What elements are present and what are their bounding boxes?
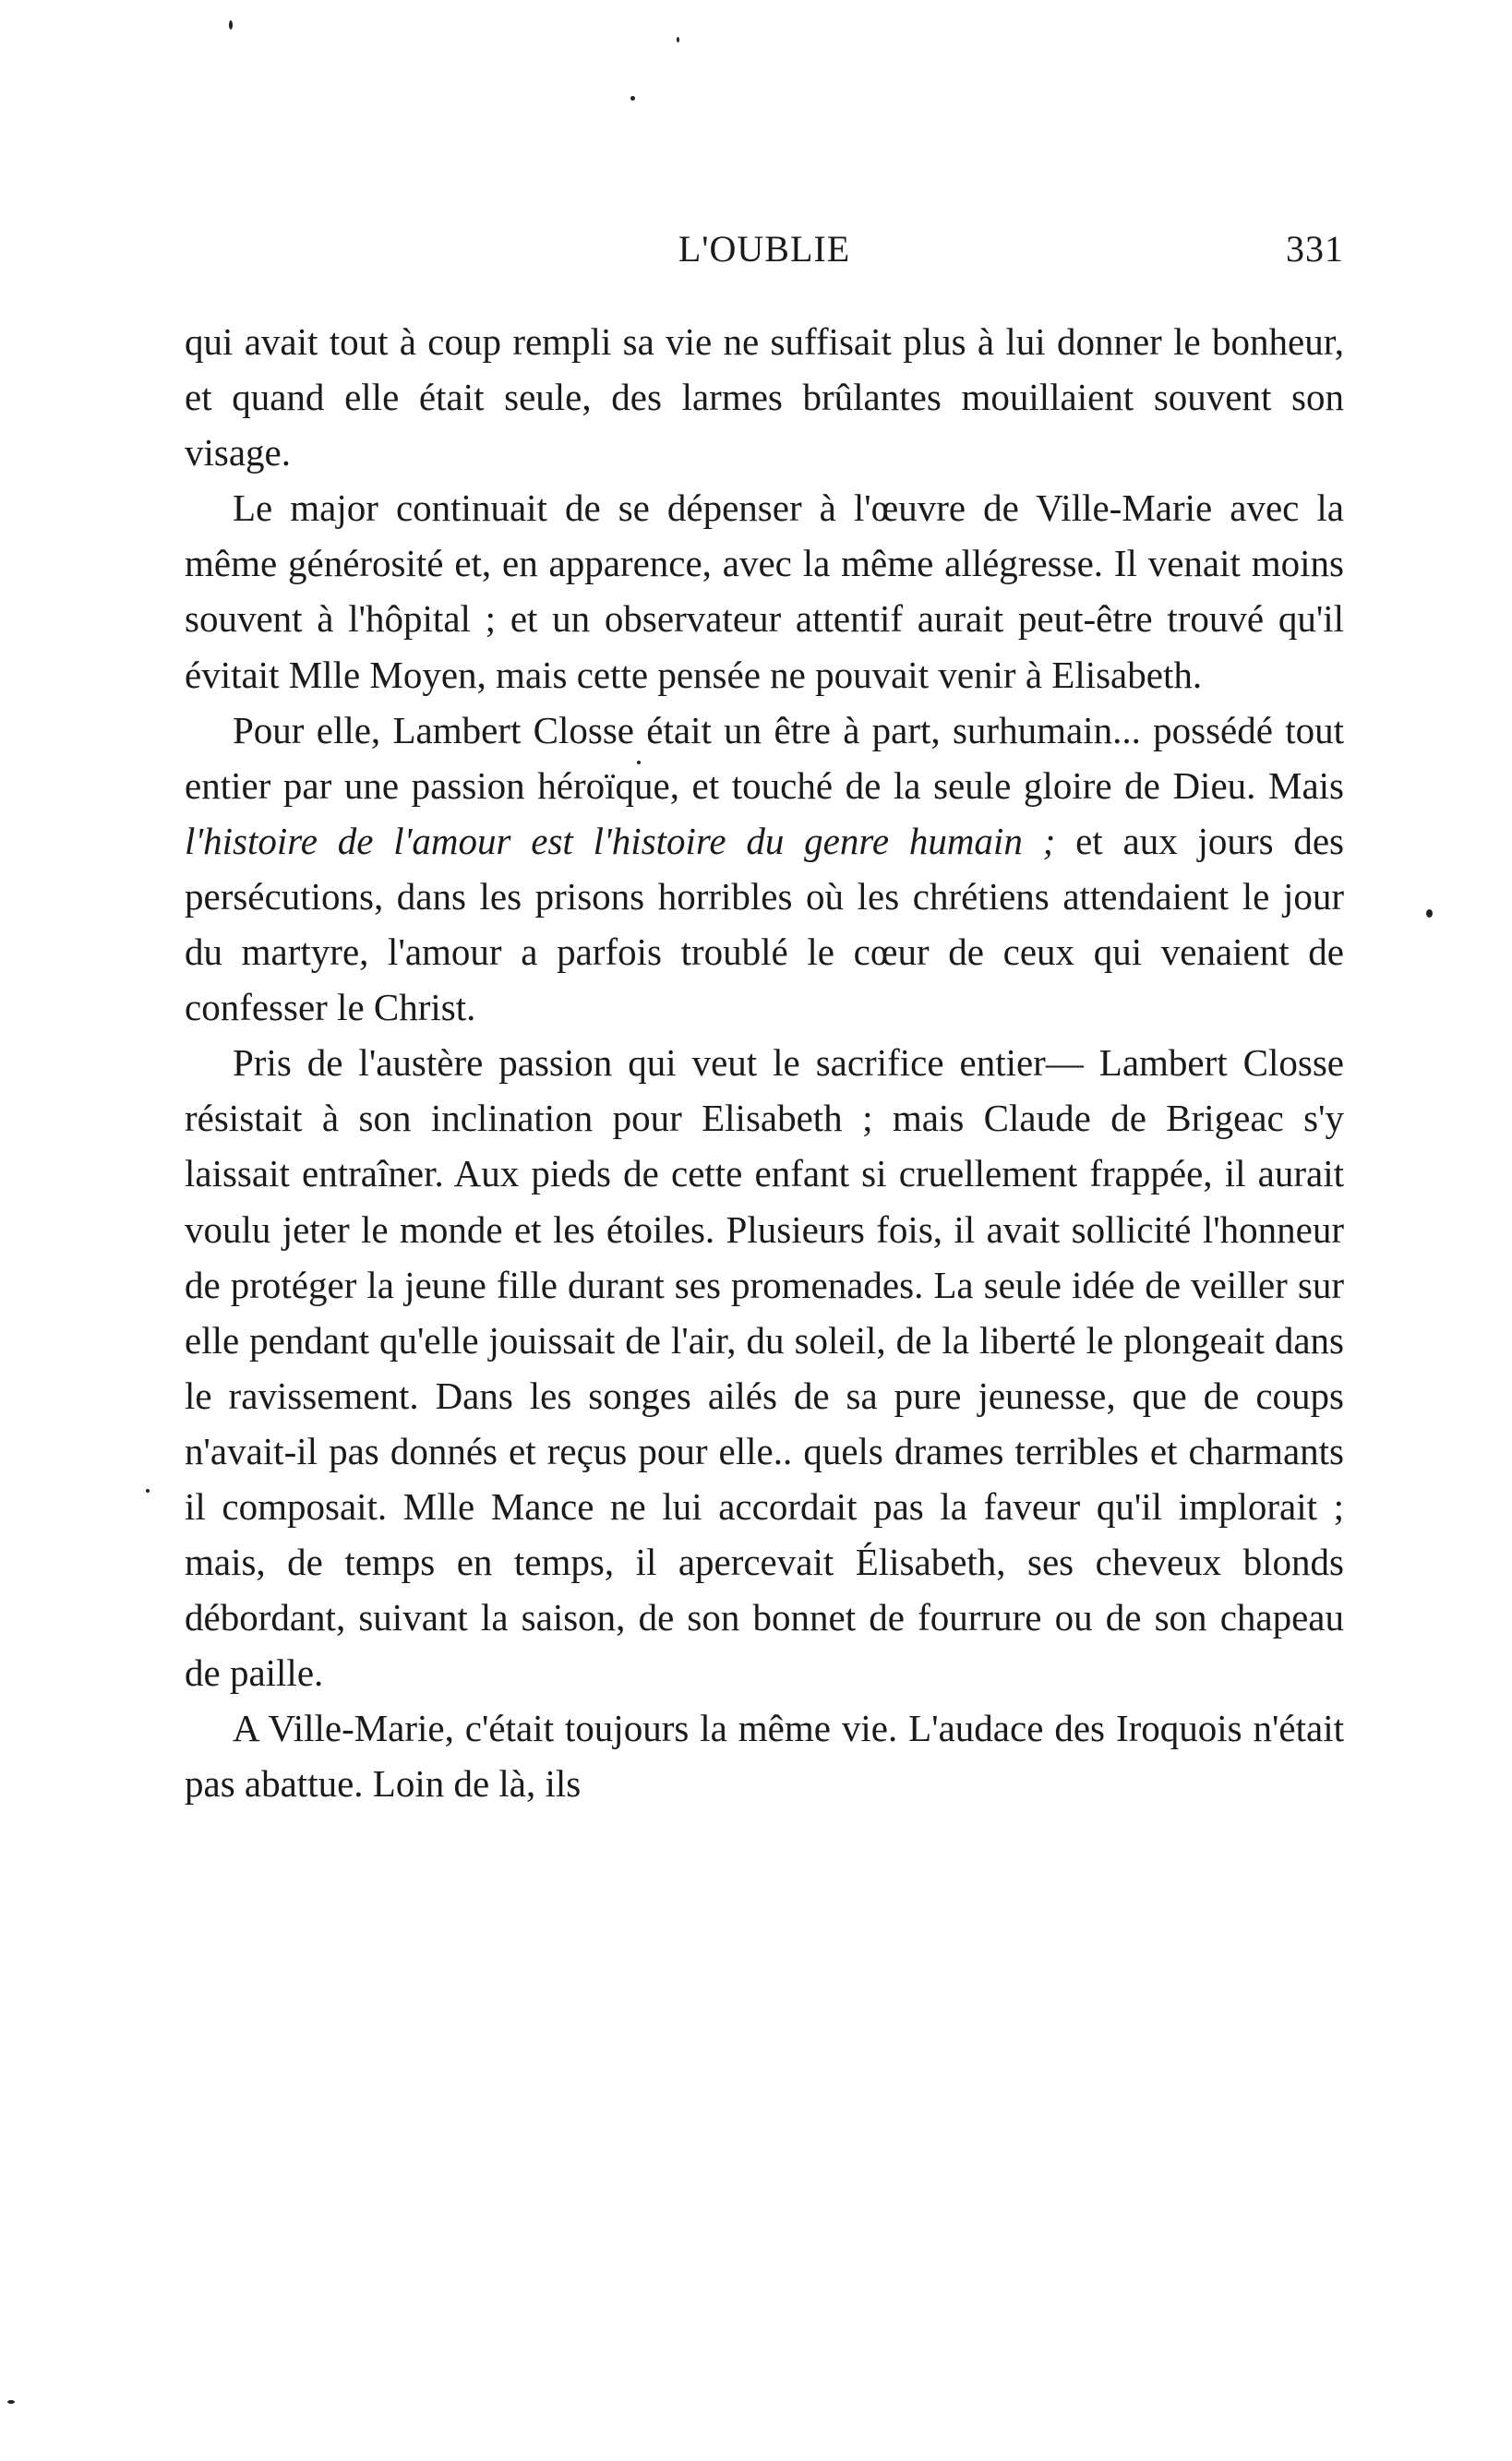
scan-speck [677,37,679,42]
page-number: 331 [1286,228,1344,270]
italic-quotation: l'histoire de l'amour est l'histoire du genre humain ; [185,819,1056,862]
body-text [185,314,1344,1812]
paragraph: Le major continuait de se dépenser à l'œuvre de Ville-Marie avec la même générosité et, en apparence, avec la même allégresse. Il venait moins souvent à l'hôpital ; et un observateur attentif aurait peut-être trouvé qu'il évitait Mlle Moyen, mais cette pensée ne pouvait venir à Elisabeth. [185,486,1344,696]
paragraph [185,702,1344,1036]
chapter-title: L'OUBLIE [678,228,851,270]
paragraph: Pris de l'austère passion qui veut le sacrifice entier— Lambert Closse résistait à son inclination pour Elisabeth ; mais Claude de Brigeac s'y laissait entraîner. Aux pieds de cette enfant si cruellement frappée, il aurait voulu jeter le monde et les étoiles. Plusieurs fois, il avait sollicité l'honneur de protéger la jeune fille durant ses promenades. La seule idée de veiller sur elle pendant qu'elle jouissait de l'air, du soleil, de la liberté le plongeait dans le ravissement. Dans les songes ailés de sa pure jeunesse, que de coups n'avait-il pas donnés et reçus pour elle.. quels drames terribles et charmants il composait. Mlle Mance ne lui accordait pas la faveur qu'il implorait ; mais, de temps en temps, il apercevait Élisabeth, ses cheveux blonds débordant, suivant la saison, de son bonnet de fourrure ou de son chapeau de paille. [185,1041,1344,1695]
scan-speck [1426,909,1433,918]
scan-speck [630,96,635,101]
paragraph: A Ville-Marie, c'était toujours la même vie. L'audace des Iroquois n'était pas abattue. Loin de là, ils [185,1707,1344,1806]
paragraph: qui avait tout à coup rempli sa vie ne suffisait plus à lui donner le bonheur, et quand elle était seule, des larmes brûlantes mouillaient souvent son visage. [185,320,1344,474]
scan-speck [637,761,641,764]
running-header [185,222,1344,277]
paragraph-text: et aux jours des persécutions, dans les prisons horribles où les chrétiens attendaient le jour du martyre, l'amour a parfois troublé le cœur de ceux qui venaient de confesser le Christ. [185,819,1344,1029]
scan-speck [146,1489,150,1493]
scan-speck [7,2400,15,2404]
scan-speck [229,20,233,30]
paragraph-text: Pour elle, Lambert Closse était un être à part, surhumain... possédé tout entier par une passion héroïque, et touché de la seule gloire de Dieu. Mais [185,708,1344,807]
